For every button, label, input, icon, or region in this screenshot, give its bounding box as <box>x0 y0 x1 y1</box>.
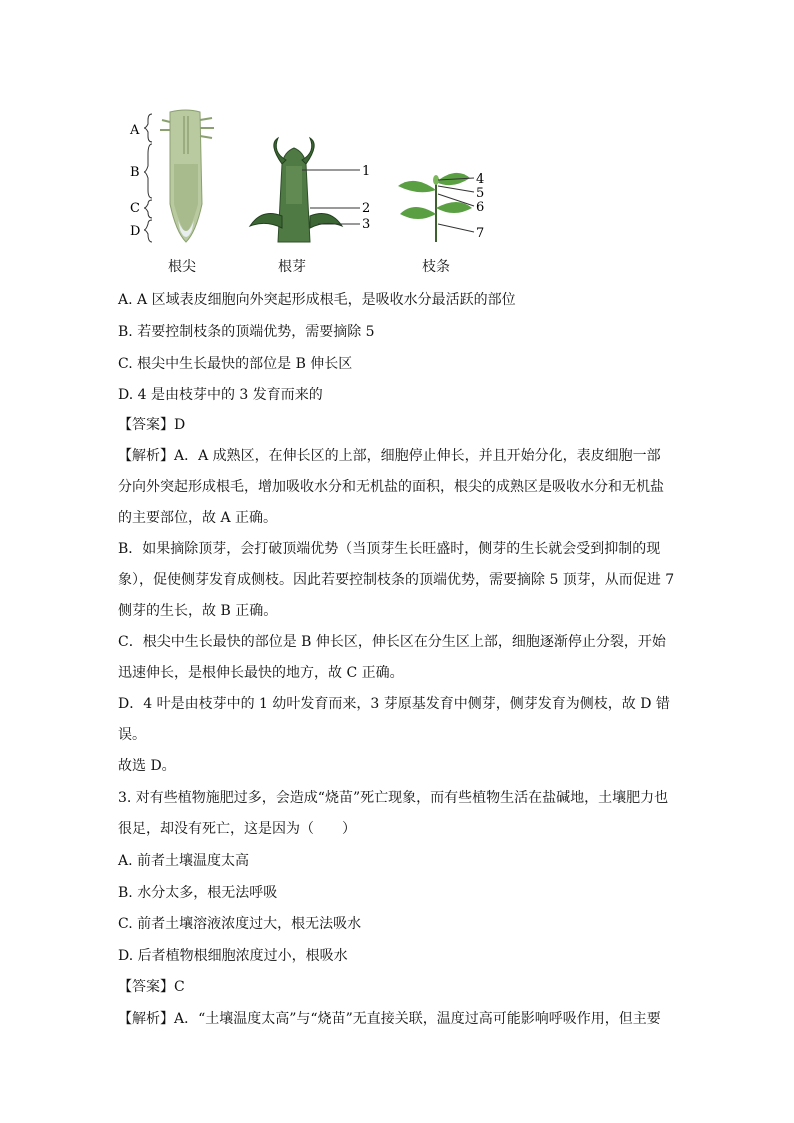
root-tip-caption: 根尖 <box>168 259 196 275</box>
analysis-line: D．4 叶是由枝芽中的 1 幼叶发育而来，3 芽原基发育中侧芽，侧芽发育为侧枝，故 D 错 <box>118 696 670 712</box>
root-tip-illustration <box>144 110 214 242</box>
analysis-line: 误。 <box>118 727 146 743</box>
analysis-line: 的主要部位，故 A 正确。 <box>118 510 278 526</box>
analysis-line: B．如果摘除顶芽，会打破顶端优势（当顶芽生长旺盛时，侧芽的生长就会受到抑制的现 <box>118 541 661 557</box>
q3-option-c: C. 前者土壤溶液浓度过大，根无法吸水 <box>118 916 362 932</box>
option-b: B. 若要控制枝条的顶端优势，需要摘除 5 <box>118 324 375 340</box>
q3-option-a: A. 前者土壤温度太高 <box>118 853 250 869</box>
branch-label-5: 5 <box>476 186 485 201</box>
root-bud-caption: 根芽 <box>278 259 306 275</box>
branch-label-4: 4 <box>476 172 485 187</box>
q3-option-d: D. 后者植物根细胞浓度过小，根吸水 <box>118 948 348 964</box>
answer-line: 【答案】D <box>118 417 186 433</box>
root-tip-label-c: C <box>130 201 140 216</box>
analysis-line: 迅速伸长，是根伸长最快的地方，故 C 正确。 <box>118 665 404 681</box>
root-tip-label-b: B <box>130 165 140 180</box>
option-d: D. 4 是由枝芽中的 3 发育而来的 <box>118 387 323 403</box>
root-bud-label-2: 2 <box>362 201 371 216</box>
q3-analysis-line: 【解析】A．“土壤温度太高”与“烧苗”无直接关联，温度过高可能影响呼吸作用，但主要 <box>118 1011 661 1027</box>
plant-structure-figure <box>118 104 498 276</box>
analysis-line: 象），促使侧芽发育成侧枝。因此若要控制枝条的顶端优势，需要摘除 5 顶芽，从而促进 7 <box>118 572 675 588</box>
final-choice: 故选 D。 <box>118 758 176 774</box>
analysis-line: 【解析】A．A 成熟区，在伸长区的上部，细胞停止伸长，并且开始分化，表皮细胞一部 <box>118 448 661 464</box>
analysis-line: C．根尖中生长最快的部位是 B 伸长区，伸长区在分生区上部，细胞逐渐停止分裂，开始 <box>118 634 666 650</box>
q3-option-b: B. 水分太多，根无法呼吸 <box>118 885 278 901</box>
branch-label-6: 6 <box>476 200 485 215</box>
branch-caption: 枝条 <box>422 259 450 275</box>
plant-diagram <box>118 104 498 276</box>
root-bud-label-3: 3 <box>362 217 371 232</box>
root-bud-label-1: 1 <box>362 164 371 179</box>
root-bud-illustration <box>250 138 360 242</box>
root-tip-label-a: A <box>130 123 140 138</box>
question-3-stem: 3. 对有些植物施肥过多，会造成“烧苗”死亡现象，而有些植物生活在盐碱地，土壤肥力也 <box>118 790 669 806</box>
branch-illustration <box>398 173 474 242</box>
option-a: A. A 区域表皮细胞向外突起形成根毛，是吸收水分最活跃的部位 <box>118 292 516 308</box>
q3-answer-line: 【答案】C <box>118 979 185 995</box>
question-3-stem: 很足，却没有死亡，这是因为（ ） <box>118 821 356 837</box>
analysis-line: 分向外突起形成根毛，增加吸收水分和无机盐的面积，根尖的成熟区是吸收水分和无机盐 <box>118 479 664 495</box>
branch-label-7: 7 <box>476 226 485 241</box>
analysis-line: 侧芽的生长，故 B 正确。 <box>118 603 278 619</box>
root-tip-label-d: D <box>130 224 141 239</box>
option-c: C. 根尖中生长最快的部位是 B 伸长区 <box>118 356 353 372</box>
